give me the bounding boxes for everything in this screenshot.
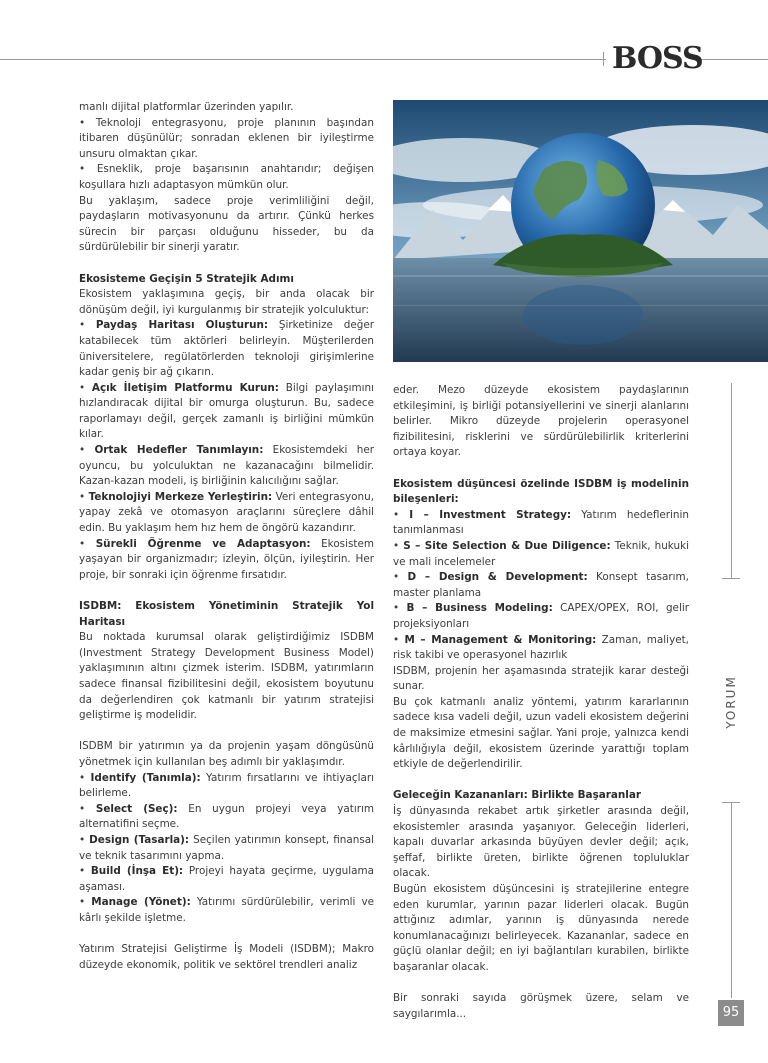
closing-line: Bir sonraki sayıda görüşmek üzere, selam ve saygılarımla... (393, 992, 689, 1020)
paragraph: Bu noktada kurumsal olarak geliştirdiğimiz ISDBM (Investment Strategy Development Business Model) yaklaşımının altını çizmek isterim. ISDBM, yatırımların sadece finansal fizibilitesini değil, ekosistem boyutunu da değerlendiren çok katmanlı bir yatırım stratejisi geliştirme iş modelidir. (79, 631, 374, 722)
isdbm-step: • Build (İnşa Et): Projeyi hayata geçirme, uygulama aşaması. (79, 865, 374, 893)
paragraph: eder. Mezo düzeyde ekosistem paydaşlarının etkileşimini, iş birliği potansiyellerini ve sinerji alanlarını belirler. Mikro düzeyde projelerin operasyonel fizibilitesini, risklerini ve sürdürülebilirlik kriterlerini ortaya koyar. (393, 384, 689, 459)
section-heading: Ekosistem düşüncesi özelinde ISDBM iş modelinin bileşenleri: (393, 477, 689, 506)
isdbm-step: • Manage (Yönet): Yatırımı sürdürülebilir, verimli ve kârlı şekilde işletme. (79, 896, 375, 924)
component-item: • D – Design & Development: Konsept tasarım, master planlama (393, 571, 689, 599)
paragraph: manlı dijital platformlar üzerinden yapılır. (79, 101, 294, 113)
paragraph: Ekosistem yaklaşımına geçiş, bir anda olacak bir dönüşüm değil, iyi kurgulanmış bir stratejik yolculuktur: (79, 288, 374, 316)
paragraph: Bugün ekosistem düşüncesini iş stratejilerine entegre eden kurumlar, yarının pazar liderleri olacak. Bugün attığınız adımlar, yarının iş dünyasında nerede konumlanacağınızı belirleyecek. Kazananlar, sadece en güçlü olanlar değil; en iyi bağlantıları kurabilen, birlikte başaranlar olacak. (393, 883, 689, 973)
paragraph: İş dünyasında rekabet artık şirketler arasında değil, ekosistemler arasında yaşanıyor. Geleceğin liderleri, kapalı duvarlar arkasında büyüyen devler değil; açık, şeffaf, birlikte üreten, birlikte öğrenen topluluklar olacak. (393, 805, 689, 880)
isdbm-step: • Identify (Tanımla): Yatırım fırsatlarını ve ihtiyaçları belirleme. (79, 771, 374, 800)
left-column (79, 100, 374, 973)
header-rule-left (0, 59, 606, 60)
side-rule-top (731, 383, 732, 578)
paragraph: Yatırım Stratejisi Geliştirme İş Modeli (ISDBM); Makro düzeyde ekonomik, politik ve sektörel trendleri analiz (79, 943, 374, 971)
side-rule-top-cap (722, 578, 740, 579)
right-column (393, 383, 689, 1022)
component-item: • M – Management & Monitoring: Zaman, maliyet, risk takibi ve operasyonel hazırlık (393, 633, 689, 662)
paragraph: ISDBM bir yatırımın ya da projenin yaşam döngüsünü yönetmek için kullanılan beş adımlı bir yaklaşımdır. (79, 740, 374, 768)
step-item: • Ortak Hedefler Tanımlayın: Ekosistemdeki her oyuncu, bu yolculuktan ne kazanacağını bilmelidir. Kazan-kazan modeli, iş birliğinin kalıcılığını sağlar. (79, 444, 375, 488)
component-item: • S – Site Selection & Due Diligence: Teknik, hukuki ve mali incelemeler (393, 539, 689, 568)
step-item: • Paydaş Haritası Oluşturun: Şirketinize değer katabilecek tüm aktörleri belirleyin. Müşterilerden üniversitelere, regülatörlerden teknoloji girişimlerine kadar geniş bir ağ çıkarın. (79, 319, 374, 379)
step-item: • Açık İletişim Platformu Kurun: Bilgi paylaşımını hızlandıracak dijital bir omurga oluşturun. Bu, sadece raporlamayı değil, gerçek zamanlı iş birliğini mümkün kılar. (79, 381, 374, 441)
header-rule-tick (603, 52, 604, 66)
section-heading: Ekosisteme Geçişin 5 Stratejik Adımı (79, 272, 294, 285)
section-label: YORUM (724, 675, 738, 729)
isdbm-step: • Select (Seç): En uygun projeyi veya yatırım alternatifini seçme. (79, 802, 375, 831)
magazine-brand: BOSS (612, 41, 703, 76)
component-item: • I – Investment Strategy: Yatırım hedeflerinin tanımlanması (393, 508, 689, 537)
section-heading: ISDBM: Ekosistem Yönetiminin Stratejik Yol Haritası (79, 600, 374, 628)
bullet-paragraph: • Teknoloji entegrasyonu, proje planının başından itibaren düşünülür; sonradan eklenen bir iyileştirme unsuru olmaktan çıkar. (79, 116, 374, 160)
header-rule-right (692, 59, 768, 60)
paragraph: ISDBM, projenin her aşamasında stratejik karar desteği sunar. (393, 664, 689, 693)
paragraph: Bu çok katmanlı analiz yöntemi, yatırım kararlarının sadece kısa vadeli değil, uzun vadeli ekosistem değerini de maksimize etmesini sağlar. Yani proje, yalnızca kendi kârlılığıyla değil, ekosistem üzerinde yarattığı toplam etkiyle de değerlendirilir. (393, 695, 689, 771)
earth-island-photo (393, 100, 768, 362)
component-item: • B – Business Modeling: CAPEX/OPEX, ROI, gelir projeksiyonları (393, 602, 689, 630)
bullet-paragraph: • Esneklik, proje başarısının anahtarıdır; değişen koşullara hızlı adaptasyon mümkün olur. (79, 163, 374, 191)
isdbm-step: • Design (Tasarla): Seçilen yatırımın konsept, finansal ve teknik tasarımını yapma. (79, 833, 374, 862)
step-item: • Teknolojiyi Merkeze Yerleştirin: Veri entegrasyonu, yapay zekâ ve otomasyon araçlarını süreçlere dâhil edin. Bu yaklaşım hem hız hem de öngörü kazandırır. (79, 490, 375, 535)
side-rule-bottom (731, 802, 732, 998)
paragraph: Bu yaklaşım, sadece proje verimliliğini değil, paydaşların motivasyonunu da artırır. Çünkü herkes sürecin bir parçası olduğunu hisseder, bu da sürdürülebilir bir sinerji yaratır. (79, 194, 374, 254)
earth-on-island-icon (393, 100, 768, 362)
page-number: 95 (718, 1000, 744, 1026)
section-heading: Geleceğin Kazananları: Birlikte Başaranlar (393, 789, 641, 802)
step-item: • Sürekli Öğrenme ve Adaptasyon: Ekosistem yaşayan bir organizmadır; izleyin, ölçün, iyileştirin. Her proje, bir sonraki için öğrenme fırsatıdır. (79, 537, 374, 581)
